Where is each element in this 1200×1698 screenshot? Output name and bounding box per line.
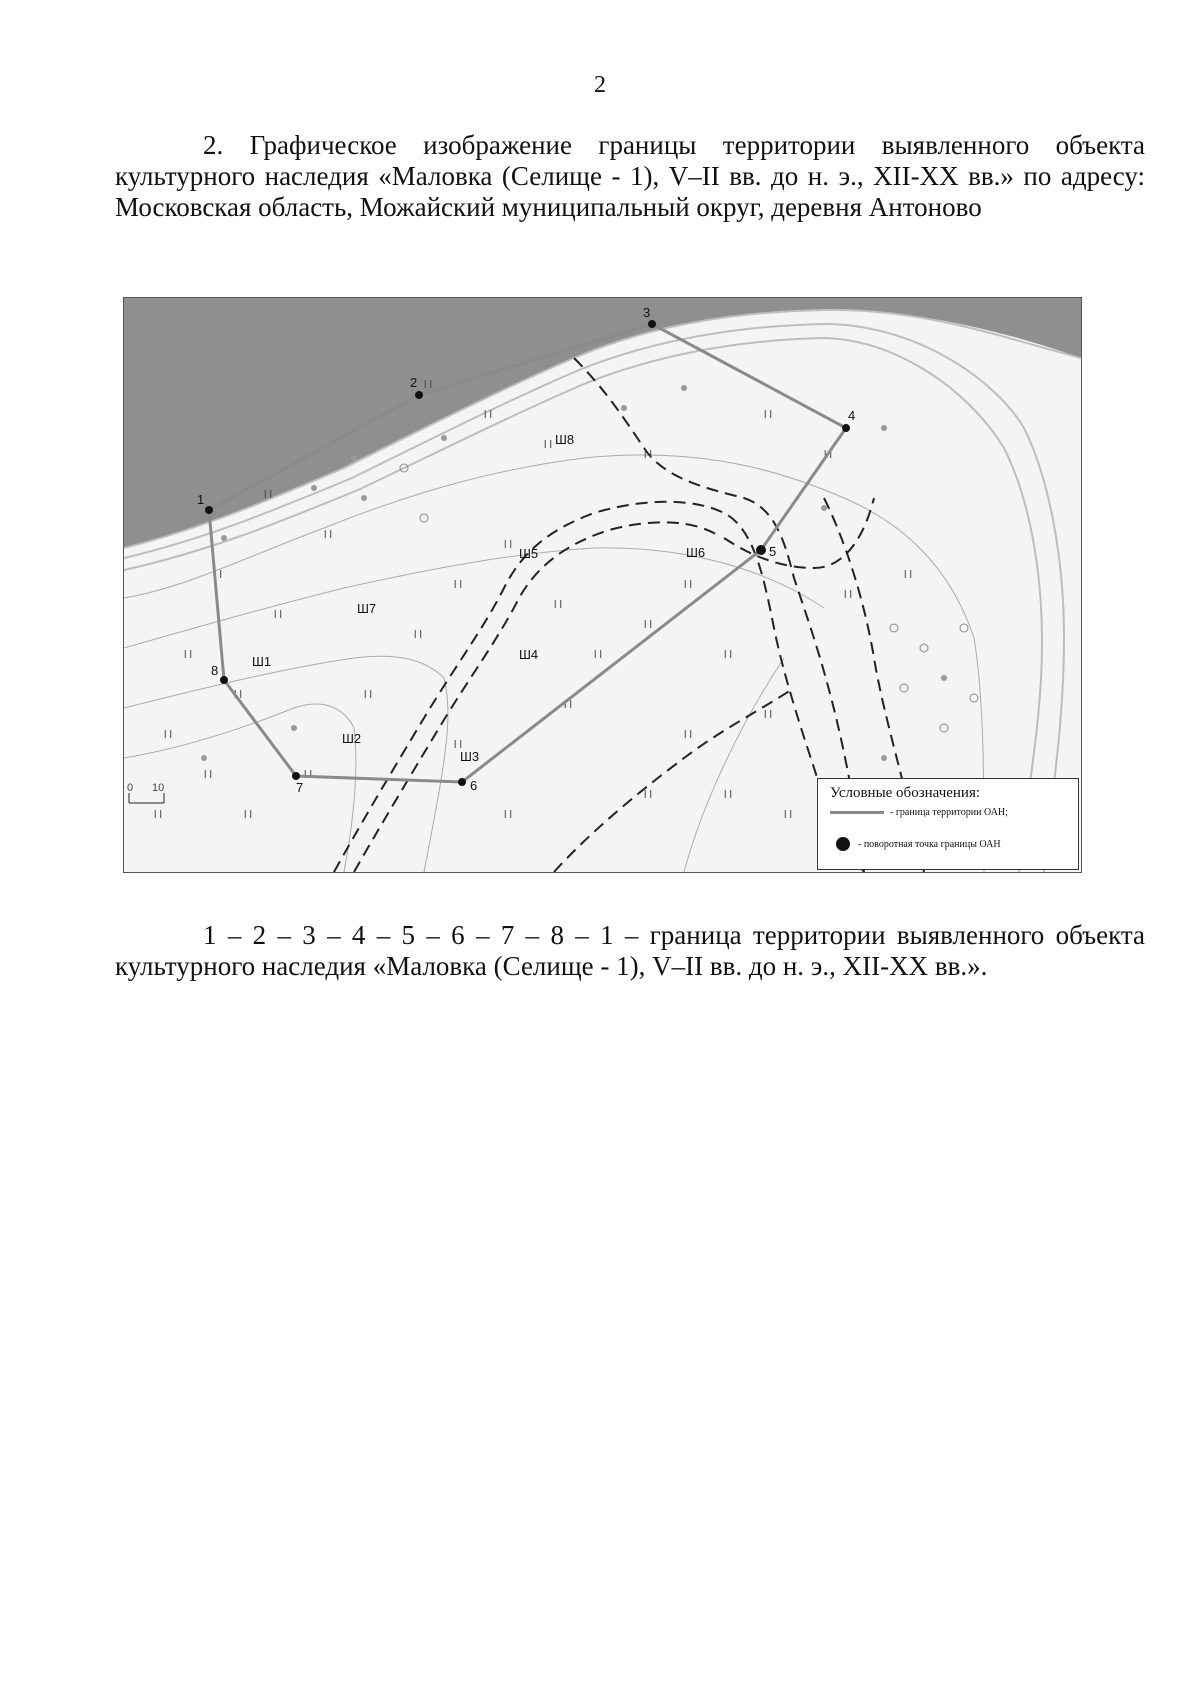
legend-title: Условные обозначения: bbox=[830, 785, 981, 801]
boundary-point-3 bbox=[648, 320, 656, 328]
caption-paragraph: 1 – 2 – 3 – 4 – 5 – 6 – 7 – 8 – 1 – граница территории выявленного объекта культурного наследия «Маловка (Селище - 1), V–II вв. до н. э., XII-XX вв.». bbox=[115, 920, 1145, 981]
svg-text:l l: l l bbox=[594, 649, 602, 661]
svg-text:l l: l l bbox=[504, 539, 512, 551]
scale-start: 0 bbox=[127, 782, 134, 794]
boundary-line-icon bbox=[830, 811, 884, 814]
point-label-1: 1 bbox=[197, 492, 205, 507]
page-number: 2 bbox=[594, 72, 606, 98]
svg-text:l l: l l bbox=[554, 599, 562, 611]
svg-text:l l: l l bbox=[164, 729, 172, 741]
svg-text:l l: l l bbox=[644, 789, 652, 801]
svg-text:l l: l l bbox=[764, 709, 772, 721]
svg-text:l l: l l bbox=[724, 789, 732, 801]
legend-boundary-text: - граница территории ОАН; bbox=[890, 807, 1008, 818]
pit-label-3: Ш3 bbox=[460, 749, 480, 764]
svg-text:l l: l l bbox=[304, 769, 312, 781]
pit-label-5: Ш5 bbox=[519, 546, 539, 561]
svg-text:l l: l l bbox=[824, 449, 832, 461]
point-label-8: 8 bbox=[211, 663, 219, 678]
boundary-point-8 bbox=[220, 676, 228, 684]
turning-point-icon bbox=[836, 837, 850, 851]
boundary-point-7 bbox=[292, 772, 300, 780]
pit-label-1: Ш1 bbox=[252, 654, 272, 669]
pit-label-8: Ш8 bbox=[555, 432, 575, 447]
pit-label-4: Ш4 bbox=[519, 647, 539, 662]
point-label-6: 6 bbox=[470, 778, 478, 793]
svg-text:l l: l l bbox=[214, 569, 222, 581]
legend-row-point bbox=[830, 837, 1001, 851]
pit-label-7: Ш7 bbox=[357, 601, 377, 616]
svg-text:l l: l l bbox=[564, 699, 572, 711]
legend-point-text: - поворотная точка границы ОАН bbox=[858, 838, 1001, 850]
svg-text:l l: l l bbox=[724, 649, 732, 661]
svg-text:l l: l l bbox=[234, 689, 242, 701]
svg-text:l l: l l bbox=[274, 609, 282, 621]
svg-text:l l: l l bbox=[484, 409, 492, 421]
svg-text:l l: l l bbox=[424, 379, 432, 391]
pit-label-6: Ш6 bbox=[686, 545, 706, 560]
map-legend bbox=[817, 778, 1079, 870]
boundary-point-1 bbox=[205, 506, 213, 514]
svg-text:l l: l l bbox=[154, 809, 162, 821]
svg-text:l l: l l bbox=[684, 729, 692, 741]
svg-text:l l: l l bbox=[504, 809, 512, 821]
svg-text:l l: l l bbox=[204, 769, 212, 781]
svg-text:l l: l l bbox=[324, 529, 332, 541]
svg-text:l l: l l bbox=[684, 579, 692, 591]
point-label-4: 4 bbox=[848, 408, 856, 423]
boundary-point-4 bbox=[842, 424, 850, 432]
heading-paragraph: 2. Графическое изображение границы территории выявленного объекта культурного наследия «Маловка (Селище - 1), V–II вв. до н. э., XII-XX вв.» по адресу: Московская область, Можайский муниципальный округ, деревня Антоново bbox=[115, 130, 1145, 222]
pit-label-2: Ш2 bbox=[342, 731, 362, 746]
svg-text:l l: l l bbox=[184, 649, 192, 661]
svg-text:l l: l l bbox=[764, 409, 772, 421]
svg-text:l l: l l bbox=[364, 689, 372, 701]
point-label-5: 5 bbox=[769, 544, 777, 559]
svg-text:l l: l l bbox=[414, 629, 422, 641]
point-label-2: 2 bbox=[410, 375, 418, 390]
scale-end: 10 bbox=[152, 782, 165, 794]
svg-text:l l: l l bbox=[264, 489, 272, 501]
svg-text:l l: l l bbox=[244, 809, 252, 821]
legend-row-boundary bbox=[830, 807, 1008, 818]
svg-text:l l: l l bbox=[644, 619, 652, 631]
boundary-point-2 bbox=[415, 391, 423, 399]
svg-text:l l: l l bbox=[904, 569, 912, 581]
svg-text:l l: l l bbox=[784, 809, 792, 821]
point-label-7: 7 bbox=[296, 780, 304, 795]
point-label-3: 3 bbox=[643, 305, 651, 320]
svg-text:l l: l l bbox=[544, 439, 552, 451]
boundary-point-5 bbox=[756, 545, 766, 555]
boundary-map bbox=[123, 297, 1082, 873]
svg-text:l l: l l bbox=[844, 589, 852, 601]
boundary-point-6 bbox=[458, 778, 466, 786]
svg-text:l l: l l bbox=[644, 449, 652, 461]
svg-text:l l: l l bbox=[454, 739, 462, 751]
svg-text:l l: l l bbox=[454, 579, 462, 591]
